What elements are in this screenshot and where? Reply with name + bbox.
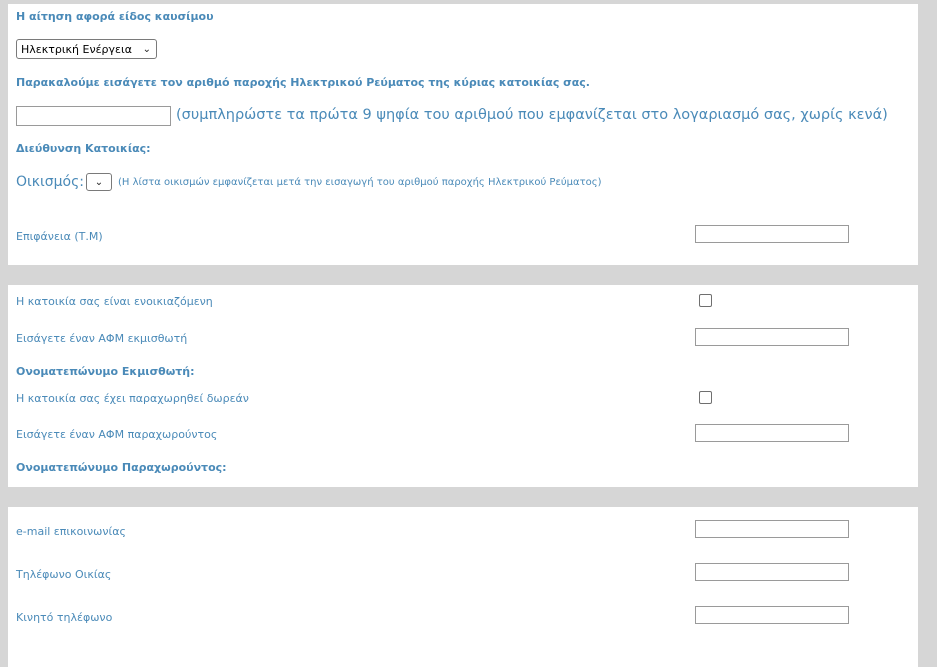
- meter-number-heading: Παρακαλούμε εισάγετε τον αριθμό παροχής Ηλεκτρικού Ρεύματος της κύριας κατοικίας σας.: [16, 76, 590, 89]
- chevron-down-icon: ⌄: [142, 43, 151, 55]
- settlement-hint: (Η λίστα οικισμών εμφανίζεται μετά την εισαγωγή του αριθμού παροχής Ηλεκτρικού Ρεύματος): [118, 177, 602, 188]
- area-label: Επιφάνεια (Τ.Μ): [16, 230, 103, 243]
- grantor-name-label: Ονοματεπώνυμο Παραχωρούντος:: [16, 461, 227, 474]
- email-label: e-mail επικοινωνίας: [16, 525, 126, 538]
- landlord-afm-label: Εισάγετε έναν ΑΦΜ εκμισθωτή: [16, 332, 188, 345]
- fuel-type-heading: Η αίτηση αφορά είδος καυσίμου: [16, 10, 214, 23]
- chevron-down-icon: ⌄: [94, 176, 104, 188]
- home-phone-input[interactable]: [695, 563, 849, 581]
- email-input[interactable]: [695, 520, 849, 538]
- rented-label: Η κατοικία σας είναι ενοικιαζόμενη: [16, 295, 213, 308]
- fuel-section-panel: [8, 4, 918, 265]
- mobile-phone-label: Κινητό τηλέφωνο: [16, 611, 113, 624]
- fuel-type-select[interactable]: [16, 39, 157, 59]
- address-heading: Διεύθυνση Κατοικίας:: [16, 142, 151, 155]
- landlord-afm-input[interactable]: [695, 328, 849, 346]
- grantor-afm-label: Εισάγετε έναν ΑΦΜ παραχωρούντος: [16, 428, 218, 441]
- fuel-type-select-value: Ηλεκτρική Ενέργεια: [21, 42, 132, 56]
- meter-number-hint: (συμπληρώστε τα πρώτα 9 ψηφία του αριθμού που εμφανίζεται στο λογαριασμό σας, χωρίς κενά): [176, 107, 888, 123]
- meter-number-input[interactable]: [16, 106, 171, 126]
- settlement-label: Οικισμός:: [16, 174, 85, 190]
- contact-panel: [8, 507, 918, 667]
- settlement-select[interactable]: [86, 173, 112, 191]
- granted-free-checkbox[interactable]: [699, 391, 712, 404]
- landlord-name-label: Ονοματεπώνυμο Εκμισθωτή:: [16, 365, 195, 378]
- residence-status-panel: [8, 285, 918, 487]
- area-input[interactable]: [695, 225, 849, 243]
- rented-checkbox[interactable]: [699, 294, 712, 307]
- mobile-phone-input[interactable]: [695, 606, 849, 624]
- granted-free-label: Η κατοικία σας έχει παραχωρηθεί δωρεάν: [16, 392, 249, 405]
- home-phone-label: Τηλέφωνο Οικίας: [16, 568, 112, 581]
- grantor-afm-input[interactable]: [695, 424, 849, 442]
